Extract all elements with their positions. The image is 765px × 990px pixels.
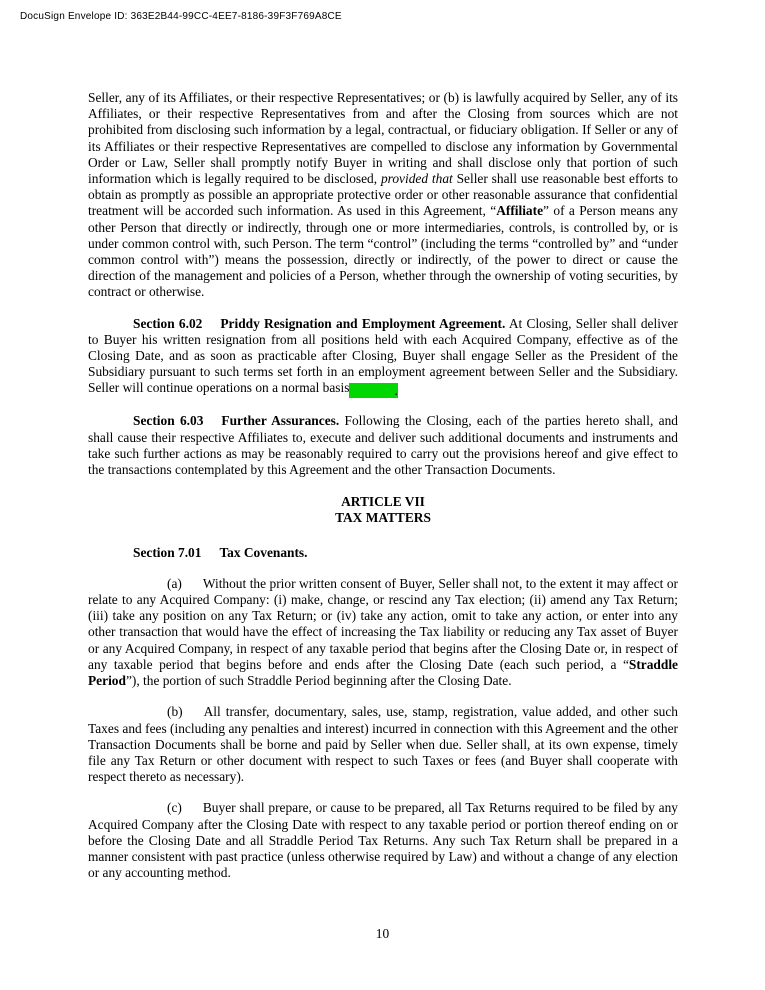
text-run: Seller shall use reasonable best efforts to obtain as promptly as possible an appropriate protective order or other reasonable assurance that confidential treatment will be accorded such information. As used in this Agreement, “ <box>88 171 679 219</box>
article-title: TAX MATTERS <box>335 510 431 526</box>
paragraph-section-7-01 <box>88 545 678 561</box>
paragraph-confidentiality-continuation <box>88 90 678 301</box>
section-title: Priddy Resignation and Employment Agreement. <box>220 315 506 331</box>
paragraph-section-6-03 <box>88 413 678 478</box>
document-body <box>88 90 678 896</box>
text-run: All transfer, documentary, sales, use, stamp, registration, value added, and other such Taxes and fees (including any penalties and interest) incurred in connection with this Agreement and the other Transaction Documents shall be borne and paid by Seller when due. Seller shall, at its own expense, timely file any Tax Return or other document with respect to such Taxes or fees (and Buyer shall cooperate with respect thereto as necessary). <box>88 704 678 785</box>
page-number: 10 <box>375 926 390 941</box>
section-title: Tax Covenants. <box>219 544 308 560</box>
defined-term-straddle-period: Straddle Period <box>88 656 678 689</box>
article-number: ARTICLE VII <box>341 494 425 510</box>
green-highlight-mark <box>349 383 397 398</box>
docusign-envelope-id: DocuSign Envelope ID: 363E2B44-99CC-4EE7-8186-39F3F769A8CE <box>20 11 342 22</box>
subsection-label: (c) <box>167 800 182 816</box>
text-run: Seller, any of its Affiliates, or their respective Representatives; or (b) is lawfully acquired by Seller, any of its Affiliates, or their respective Representatives from and after the Closing from sources which are not prohibited from disclosing such information by a legal, contractual, or fiduciary obligation. If Seller or any of its Affiliates or their respective Representatives are compelled to disclose any information by Governmental Order or Law, Seller shall promptly notify Buyer in writing and shall disclose only that portion of such information which is legally required to be disclosed, <box>88 90 678 187</box>
paragraph-7-01-c <box>88 800 678 881</box>
subsection-label: (b) <box>167 704 183 720</box>
article-vii-heading <box>88 494 678 526</box>
section-number: Section 7.01 <box>133 544 202 560</box>
defined-term-affiliate: Affiliate <box>496 203 544 219</box>
text-run: ” of a Person means any other Person that directly or indirectly, through one or more intermediaries, controls, is controlled by, or is under common control with, such Person. The term “control” (including the terms “controlled by” and “under common control with”) means the possession, directly or indirectly, of the power to direct or cause the direction of the management and policies of a Person, whether through the ownership of voting securities, by contract or otherwise. <box>88 203 679 300</box>
subsection-label: (a) <box>167 575 182 591</box>
paragraph-7-01-b <box>88 704 678 785</box>
highlighted-character: . <box>394 383 398 399</box>
text-run: Without the prior written consent of Buyer, Seller shall not, to the extent it may affect or relate to any Acquired Company: (i) make, change, or rescind any Tax election; (ii) amend any Tax Return; (iii) take any position on any Tax Return; or (iv) take any action, omit to take any action, or enter into any other transaction that would have the effect of increasing the Tax liability or reducing any Tax asset of Buyer or any Acquired Company, in respect of any taxable period that begins after the Closing Date or, in respect of any taxable period that begins before and ends after the Closing Date (each such period, a “ <box>88 575 678 672</box>
section-title: Further Assurances. <box>221 413 340 429</box>
paragraph-7-01-a <box>88 576 678 689</box>
text-run: At Closing, Seller shall deliver to Buyer his written resignation from all positions held with each Acquired Company, effective as of the Closing Date, and as soon as practicable after Closing, Buyer shall engage Seller as the President of the Subsidiary pursuant to such terms set forth in an employment agreement between Seller and the Subsidiary. Seller will continue operations on a normal basis <box>88 315 679 396</box>
text-run: ”), the portion of such Straddle Period beginning after the Closing Date. <box>125 673 512 689</box>
section-number: Section 6.02 <box>133 315 203 331</box>
paragraph-section-6-02 <box>88 316 678 399</box>
text-run-italic: provided that <box>380 171 453 187</box>
text-run: Following the Closing, each of the parties hereto shall, and shall cause their respective Affiliates to, execute and deliver such additional documents and instruments and take such further actions as may be reasonably required to carry out the provisions hereof and give effect to the transactions contemplated by this Agreement and the other Transaction Documents. <box>88 413 679 478</box>
text-run: Buyer shall prepare, or cause to be prepared, all Tax Returns required to be filed by any Acquired Company after the Closing Date with respect to any taxable period or portion thereof ending on or before the Closing Date and all Straddle Period Tax Returns. Any such Tax Return shall be prepared in a manner consistent with past practice (unless otherwise required by Law) and without a change of any election or any accounting method. <box>88 800 678 881</box>
section-number: Section 6.03 <box>133 413 204 429</box>
